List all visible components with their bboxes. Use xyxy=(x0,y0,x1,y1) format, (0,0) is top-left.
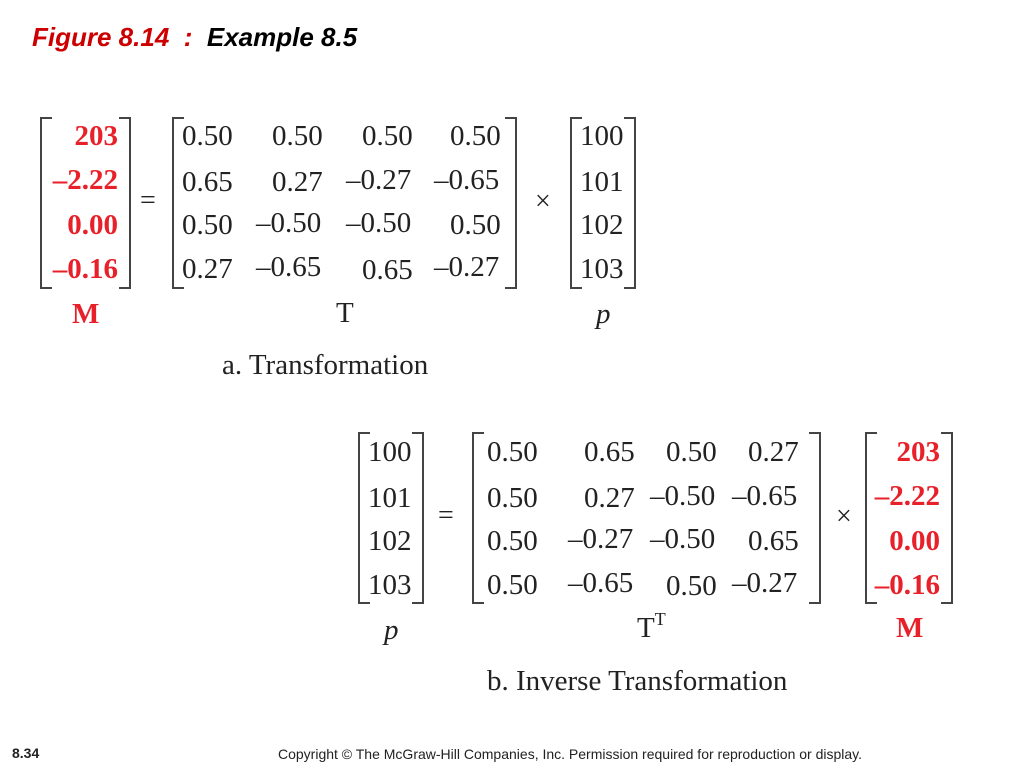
matrix-t-cell: 0.50 xyxy=(450,209,501,241)
matrix-t-cell: 0.27 xyxy=(182,253,233,285)
matrix-tt-cell: –0.50 xyxy=(650,480,716,512)
matrix-tt-cell: –0.50 xyxy=(650,523,716,555)
matrix-m-cell: –2.22 xyxy=(874,480,940,512)
matrix-tt-cell: 0.50 xyxy=(487,525,538,557)
matrix-tt-cell: –0.65 xyxy=(568,567,634,599)
matrix-m-cell: –0.16 xyxy=(52,253,118,285)
matrix-tt-cell: 0.50 xyxy=(487,482,538,514)
matrix-p-right-bracket xyxy=(624,117,636,289)
label-m: M xyxy=(896,612,924,644)
equals-sign: = xyxy=(140,185,156,216)
label-p: p xyxy=(596,298,611,330)
matrix-p-cell: 102 xyxy=(580,209,624,241)
equals-sign: = xyxy=(438,500,454,531)
matrix-tt-cell: 0.65 xyxy=(748,525,799,557)
matrix-m-cell: 203 xyxy=(896,436,940,468)
page-number: 8.34 xyxy=(12,745,40,761)
label-p: p xyxy=(384,614,399,646)
matrix-p-cell: 103 xyxy=(580,253,624,285)
matrix-m-cell: 0.00 xyxy=(67,209,118,241)
matrix-tt-right-bracket xyxy=(809,432,821,604)
matrix-t-cell: –0.27 xyxy=(346,164,412,196)
matrix-tt-cell: –0.27 xyxy=(732,567,798,599)
matrix-tt-cell: –0.27 xyxy=(568,523,634,555)
matrix-t-cell: –0.65 xyxy=(434,164,500,196)
matrix-m-cell: –0.16 xyxy=(874,569,940,601)
matrix-tt-cell: 0.27 xyxy=(748,436,799,468)
matrix-t-cell: 0.50 xyxy=(362,120,413,152)
figure-number: Figure 8.14 xyxy=(32,22,170,52)
matrix-t-cell: 0.50 xyxy=(182,209,233,241)
matrix-m-right-bracket xyxy=(119,117,131,289)
matrix-p-right-bracket xyxy=(412,432,424,604)
example-number: Example 8.5 xyxy=(206,22,358,52)
times-sign: × xyxy=(836,501,852,532)
matrix-t-cell: 0.27 xyxy=(272,166,323,198)
matrix-t-cell: 0.65 xyxy=(182,166,233,198)
matrix-m-cell: –2.22 xyxy=(52,164,118,196)
matrix-tt-cell: 0.65 xyxy=(584,436,635,468)
times-sign: × xyxy=(535,186,551,217)
matrix-t-cell: –0.50 xyxy=(346,207,412,239)
matrix-p-cell: 101 xyxy=(580,166,624,198)
matrix-tt-cell: 0.50 xyxy=(487,569,538,601)
matrix-t-cell: 0.50 xyxy=(182,120,233,152)
matrix-tt-cell: 0.50 xyxy=(487,436,538,468)
matrix-p-cell: 102 xyxy=(368,525,412,557)
matrix-t-cell: –0.27 xyxy=(434,251,500,283)
matrix-tt-left-bracket xyxy=(472,432,484,604)
label-t-transpose xyxy=(637,609,666,644)
matrix-m-cell: 0.00 xyxy=(889,525,940,557)
caption-inverse-transformation: b. Inverse Transformation xyxy=(487,665,788,697)
matrix-tt-cell: –0.65 xyxy=(732,480,798,512)
matrix-p-cell: 101 xyxy=(368,482,412,514)
caption-transformation: a. Transformation xyxy=(222,349,429,381)
matrix-t-cell: –0.65 xyxy=(256,251,322,283)
label-t-base: T xyxy=(637,612,655,644)
matrix-m-cell: 203 xyxy=(74,120,118,152)
matrix-t-right-bracket xyxy=(505,117,517,289)
copyright-notice: Copyright © The McGraw-Hill Companies, Inc. Permission required for reproduction or display. xyxy=(278,746,863,762)
matrix-tt-cell: 0.27 xyxy=(584,482,635,514)
title-separator: : xyxy=(183,22,193,52)
matrix-p-cell: 100 xyxy=(580,120,624,152)
matrix-tt-cell: 0.50 xyxy=(666,570,717,602)
label-t-superscript: T xyxy=(654,609,666,629)
matrix-tt-cell: 0.50 xyxy=(666,436,717,468)
matrix-t-cell: 0.50 xyxy=(450,120,501,152)
matrix-p-cell: 100 xyxy=(368,436,412,468)
matrix-t-cell: –0.50 xyxy=(256,207,322,239)
matrix-p-cell: 103 xyxy=(368,569,412,601)
matrix-m-right-bracket xyxy=(941,432,953,604)
matrix-t-cell: 0.65 xyxy=(362,254,413,286)
label-t: T xyxy=(336,297,354,329)
label-m: M xyxy=(72,298,100,330)
matrix-t-cell: 0.50 xyxy=(272,120,323,152)
